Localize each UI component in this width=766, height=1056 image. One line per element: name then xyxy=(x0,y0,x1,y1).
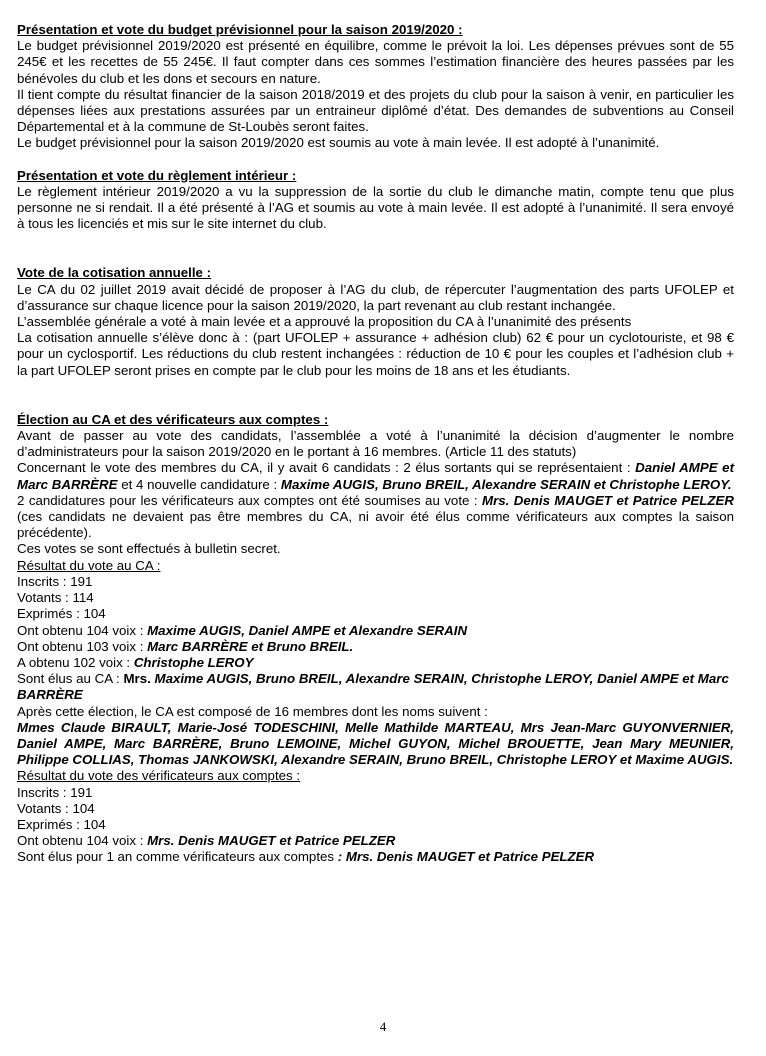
verif-exprimes: Exprimés : 104 xyxy=(17,816,106,832)
election-paragraph-4: Ces votes se sont effectués à bulletin secret. xyxy=(17,541,281,557)
election-paragraph-3 xyxy=(17,493,734,542)
budget-heading: Présentation et vote du budget prévisionnel pour la saison 2019/2020 : xyxy=(17,22,463,37)
verif-104-label: Ont obtenu 104 voix : xyxy=(17,833,148,849)
verif-elus-names: : Mrs. Denis MAUGET et Patrice PELZER xyxy=(337,849,595,865)
ca-compose: Après cette élection, le CA est composé de 16 membres dont les noms suivent : xyxy=(17,703,488,719)
election-p3-text-c: (ces candidats ne devaient pas être membres du CA, ni avoir été élus comme vérificateurs aux comptes la saison précédente). xyxy=(17,509,734,541)
election-section xyxy=(17,412,734,866)
election-heading: Élection au CA et des vérificateurs aux comptes : xyxy=(17,411,329,427)
ca-elus-names: Maxime AUGIS, Bruno BREIL, Alexandre SERAIN, Christophe LEROY, Daniel AMPE et Marc BARRÈRE xyxy=(17,671,729,703)
election-paragraph-2 xyxy=(17,460,734,492)
budget-paragraph-3: Le budget prévisionnel pour la saison 2019/2020 est soumis au vote à main levée. Il est adopté à l’unanimité. xyxy=(17,135,660,151)
verif-elus-label: Sont élus pour 1 an comme vérificateurs aux comptes xyxy=(17,849,338,865)
cotisation-paragraph-2: L’assemblée générale a voté à main levée et a approuvé la proposition du CA à l’unanimité des présents xyxy=(17,314,632,330)
verif-104-names: Mrs. Denis MAUGET et Patrice PELZER xyxy=(147,833,396,849)
cotisation-paragraph-1: Le CA du 02 juillet 2019 avait décidé de proposer à l’AG du club, de répercuter l’augmentation des parts UFOLEP et d’assurance sur chaque licence pour la saison 2019/2020, la part revenant au club restant inchangée. xyxy=(17,281,734,313)
ca-result-title: Résultat du vote au CA : xyxy=(17,557,161,573)
budget-paragraph-2: Il tient compte du résultat financier de la saison 2018/2019 et des projets du club pour la saison à venir, en particulier les dépenses liées aux prestations assurées par un entraineur diplômé d’état. Des demandes de subventions au Conseil Départemental et à la commune de St-Loubès seront faites. xyxy=(17,86,734,135)
ca-103-line xyxy=(17,639,734,655)
ca-104-label: Ont obtenu 104 voix : xyxy=(17,622,148,638)
ca-inscrits: Inscrits : 191 xyxy=(17,573,93,589)
ca-elus-label: Sont élus au CA : xyxy=(17,671,124,687)
election-p3-text-a: 2 candidatures pour les vérificateurs aux comptes ont été soumises au vote : xyxy=(17,492,482,508)
cotisation-heading: Vote de la cotisation annuelle : xyxy=(17,265,212,281)
verif-votants: Votants : 104 xyxy=(17,800,95,816)
ca-members-list: Mmes Claude BIRAULT, Marie-José TODESCHINI, Melle Mathilde MARTEAU, Mrs Jean-Marc GUYONVERNIER, Daniel AMPE, Marc BARRÈRE, Bruno LEMOINE, Michel GUYON, Michel BROUETTE, Jean Mary MEUNIER, Philippe COLLIAS, Thomas JANKOWSKI, Alexandre SERAIN, Bruno BREIL, Christophe LEROY et Maxime AUGIS. xyxy=(17,719,734,768)
reglement-section xyxy=(17,168,734,233)
ca-102-line xyxy=(17,655,734,671)
verif-104-line xyxy=(17,833,734,849)
ca-elus-line xyxy=(17,671,734,703)
ca-exprimes: Exprimés : 104 xyxy=(17,606,106,622)
election-p2-text-a: Concernant le vote des membres du CA, il y avait 6 candidats : 2 élus sortants qui se représentaient : xyxy=(17,460,636,476)
verif-inscrits: Inscrits : 191 xyxy=(17,784,93,800)
ca-104-line xyxy=(17,623,734,639)
verif-elus-line xyxy=(17,849,734,865)
budget-section xyxy=(17,22,734,152)
page-number: 4 xyxy=(379,1019,387,1034)
reglement-paragraph: Le règlement intérieur 2019/2020 a vu la suppression de la sortie du club le dimanche matin, compte tenu que plus personne ne si rendait. Il a été présenté à l’AG et soumis au vote à main levée. Il est adopté à l’unanimité. Il sera envoyé à tous les licenciés et mis sur le site internet du club. xyxy=(17,183,734,232)
reglement-heading: Présentation et vote du règlement intérieur : xyxy=(17,167,297,183)
verif-result-title: Résultat du vote des vérificateurs aux comptes : xyxy=(17,768,301,784)
ca-102-label: A obtenu 102 voix : xyxy=(17,654,134,670)
ca-102-names: Christophe LEROY xyxy=(133,654,254,670)
ca-104-names: Maxime AUGIS, Daniel AMPE et Alexandre SERAIN xyxy=(147,622,468,638)
ca-elus-mrs: Mrs. xyxy=(123,671,155,687)
ca-103-label: Ont obtenu 103 voix : xyxy=(17,638,148,654)
election-p2-names-sortants: Daniel AMPE et Marc BARRÈRE xyxy=(17,460,734,492)
cotisation-section xyxy=(17,265,734,378)
election-p2-names-nouveaux: Maxime AUGIS, Bruno BREIL, Alexandre SERAIN et Christophe LEROY. xyxy=(280,476,732,492)
ca-votants: Votants : 114 xyxy=(17,590,94,606)
ca-103-names: Marc BARRÈRE et Bruno BREIL. xyxy=(147,638,354,654)
election-p2-text-c: et 4 nouvelle candidature : xyxy=(117,476,281,492)
election-p3-names: Mrs. Denis MAUGET et Patrice PELZER xyxy=(482,492,734,508)
cotisation-paragraph-3: La cotisation annuelle s’élève donc à : (part UFOLEP + assurance + adhésion club) 62 € pour un cyclotouriste, et 98 € pour un cyclosportif. Les réductions du club restent inchangées : réduction de 10 € pour les couples et l’adhésion club + la part UFOLEP seront prises en compte par le club pour les moins de 18 ans et les étudiants. xyxy=(17,330,734,378)
document-page xyxy=(17,22,734,866)
budget-paragraph-1: Le budget prévisionnel 2019/2020 est présenté en équilibre, comme le prévoit la loi. Les dépenses prévues sont de 55 245€ et les recettes de 55 245€. Il faut compter dans ces sommes l’estimation financière des heures passées par les bénévoles du club et les dons et secours en nature. xyxy=(17,38,734,86)
election-paragraph-1: Avant de passer au vote des candidats, l’assemblée a voté à l’unanimité la décision d’augmenter le nombre d’administrateurs pour la saison 2019/2020 en le portant à 16 membres. (Article 11 des statuts) xyxy=(17,428,734,460)
